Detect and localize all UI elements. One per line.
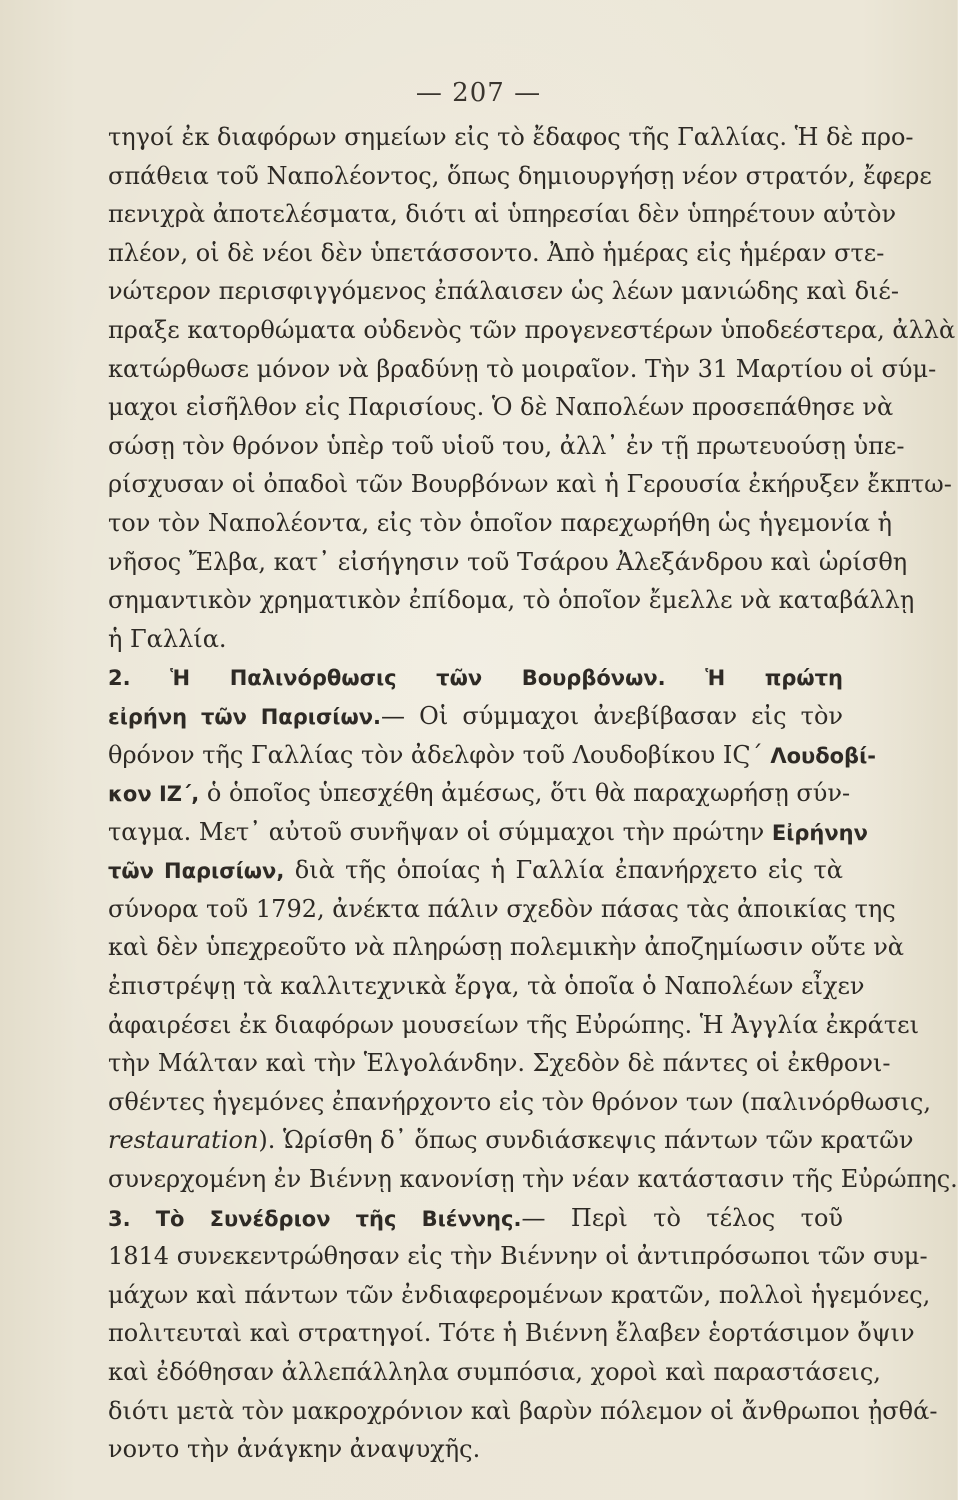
text-line: ἡ Γαλλία. [108, 624, 227, 653]
text-line: τὴν Μάλταν καὶ τὴν Ἑλγολάνδην. Σχεδὸν δὲ πάντες οἱ ἐκθρονι- [108, 1049, 891, 1078]
text-line: πολιτευταὶ καὶ στρατηγοί. Τότε ἡ Βιέννη ἔλαβεν ἑορτάσιμον ὄψιν [108, 1319, 915, 1348]
text-line: σύνορα τοῦ 1792, ἀνέκτα πάλιν σχεδὸν πάσας τὰς ἀποικίας της [108, 894, 896, 923]
text-line [108, 774, 851, 813]
text-line: κατώρθωσε μόνον νὰ βραδύνῃ τὸ μοιραῖον. Τὴν 31 Μαρτίου οἱ σύμ- [108, 354, 937, 383]
text-line: πενιχρὰ ἀποτελέσματα, διότι αἱ ὑπηρεσίαι δὲν ὑπηρέτουν αὐτὸν [108, 200, 897, 229]
bold-heading-text: 3. Τὸ Συνέδριον τῆς Βιέννης. [108, 1206, 522, 1231]
text-line: πραξε κατορθώματα οὐδενὸς τῶν προγενεστέρων ὑποδεέστερα, ἀλλὰ [108, 315, 956, 344]
text-line: τηγοί ἐκ διαφόρων σημείων εἰς τὸ ἔδαφος τῆς Γαλλίας. Ἡ δὲ προ- [108, 123, 914, 151]
text-line: σθέντες ἡγεμόνες ἐπανήρχοντο εἰς τὸν θρόνον των (παλινόρθωσις, [108, 1087, 931, 1116]
text-line [108, 851, 843, 890]
bold-heading-text: Εἰρήνην [771, 820, 868, 845]
text-line [108, 1199, 843, 1238]
text-line: καὶ δὲν ὑπεχρεοῦτο νὰ πληρώσῃ πολεμικὴν ἀποζημίωσιν οὔτε νὰ [108, 933, 904, 962]
text-segment: — Περὶ τὸ τέλος τοῦ [521, 1203, 843, 1232]
text-line [108, 813, 868, 852]
text-line: νώτερον περισφιγγόμενος ἐπάλαισεν ὡς λέων μανιώδης καὶ διέ- [108, 277, 899, 306]
bold-heading-text: 2. Ἡ Παλινόρθωσις τῶν Βουρβόνων. Ἡ πρώτη [108, 666, 843, 691]
text-line: 1814 συνεκεντρώθησαν εἰς τὴν Βιέννην οἱ ἀντιπρόσωποι τῶν συμ- [108, 1242, 928, 1271]
text-line: νοντο τὴν ἀνάγκην ἀναψυχῆς. [108, 1435, 481, 1464]
text-line: ἀφαιρέσει ἐκ διαφόρων μουσείων τῆς Εὐρώπης. Ἡ Ἀγγλία ἐκράτει [108, 1010, 920, 1039]
text-line: τον τὸν Ναπολέοντα, εἰς τὸν ὁποῖον παρεχωρήθη ὡς ἡγεμονία ἡ [108, 508, 892, 537]
text-line: σπάθεια τοῦ Ναπολέοντος, ὅπως δημιουργήσῃ νέον στρατόν, ἔφερε [108, 161, 932, 190]
text-segment: θρόνον τῆς Γαλλίας τὸν ἀδελφὸν τοῦ Λουδοβίκου ΙϚ΄ [108, 740, 771, 769]
text-line [108, 658, 843, 697]
text-line [108, 697, 843, 736]
text-line: νῆσος Ἔλβα, κατ᾽ εἰσήγησιν τοῦ Τσάρου Ἀλεξάνδρου καὶ ὡρίσθη [108, 547, 908, 576]
text-line: σημαντικὸν χρηματικὸν ἐπίδομα, τὸ ὁποῖον ἔμελλε νὰ καταβάλλῃ [108, 586, 915, 615]
text-line: καὶ ἐδόθησαν ἀλλεπάλληλα συμπόσια, χοροὶ καὶ παραστάσεις, [108, 1358, 881, 1386]
bold-heading-text: κον ΙΖ΄, [108, 782, 200, 807]
text-line: σώσῃ τὸν θρόνον ὑπὲρ τοῦ υἱοῦ του, ἀλλ᾽ ἐν τῇ πρωτευούσῃ ὑπε- [108, 431, 905, 460]
bold-heading-text: εἰρήνη τῶν Παρισίων. [108, 704, 382, 729]
bold-heading-text: τῶν Παρισίων, [108, 859, 285, 884]
text-segment: διὰ τῆς ὁποίας ἡ Γαλλία ἐπανήρχετο εἰς τὰ [284, 856, 843, 885]
text-segment: ταγμα. Μετ᾽ αὐτοῦ συνῆψαν οἱ σύμμαχοι τὴν πρώτην [108, 817, 772, 846]
text-line: μάχων καὶ πάντων τῶν ἐνδιαφερομένων κρατῶν, πολλοὶ ἡγεμόνες, [108, 1280, 931, 1309]
bold-heading-text: Λουδοβί- [770, 743, 876, 768]
text-line: πλέον, οἱ δὲ νέοι δὲν ὑπετάσσοντο. Ἀπὸ ἡμέρας εἰς ἡμέραν στε- [108, 238, 885, 267]
body-text [108, 118, 958, 1469]
text-line: ἐπιστρέψῃ τὰ καλλιτεχνικὰ ἔργα, τὰ ὁποῖα ὁ Ναπολέων εἶχεν [108, 972, 865, 1001]
italic-term: restauration [108, 1126, 259, 1155]
text-line: συνερχομένη ἐν Βιέννῃ κανονίσῃ τὴν νέαν κατάστασιν τῆς Εὐρώπης. [108, 1165, 958, 1194]
text-segment: ὁ ὁποῖος ὑπεσχέθη ἀμέσως, ὅτι θὰ παραχωρήσῃ σύν- [199, 779, 851, 808]
text-line: μαχοι εἰσῆλθον εἰς Παρισίους. Ὁ δὲ Ναπολέων προσεπάθησε νὰ [108, 393, 894, 422]
text-segment: ). Ὡρίσθη δ᾽ ὅπως συνδιάσκεψις πάντων τῶν κρατῶν [258, 1126, 914, 1155]
page-number: — 207 — [415, 78, 542, 108]
text-line [108, 736, 876, 775]
text-line: ρίσχυσαν οἱ ὀπαδοὶ τῶν Βουρβόνων καὶ ἡ Γερουσία ἐκήρυξεν ἔκπτω- [108, 470, 952, 499]
text-line: διότι μετὰ τὸν μακροχρόνιον καὶ βαρὺν πόλεμον οἱ ἄνθρωποι ᾐσθά- [108, 1396, 938, 1425]
text-segment: — Οἱ σύμμαχοι ἀνεβίβασαν εἰς τὸν [381, 701, 843, 730]
text-line [108, 1121, 914, 1160]
